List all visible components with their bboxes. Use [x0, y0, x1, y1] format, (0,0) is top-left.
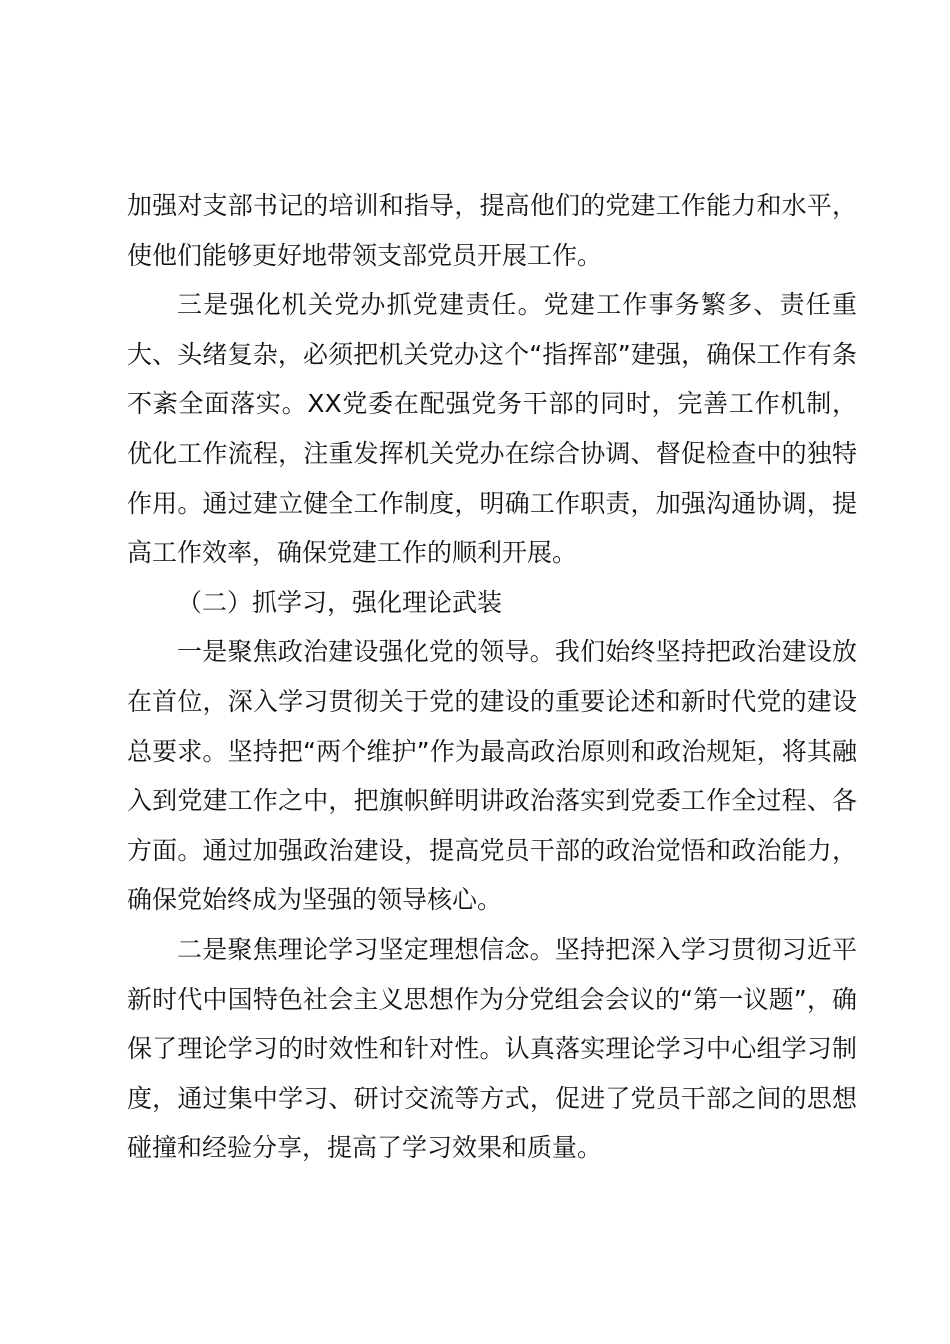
paragraph-theory-study: 二是聚焦理论学习坚定理想信念。坚持把深入学习贯彻习近平新时代中国特色社会主义思想作为分党组会会议的“第一议题”，确保了理论学习的时效性和针对性。认真落实理论学习中心组学习制度，通过集中学习、研讨交流等方式，促进了党员干部之间的思想碰撞和经验分享，提高了学习效果和质量。: [127, 934, 857, 1163]
document-body: [127, 181, 857, 1173]
paragraph-party-office-responsibility: 三是强化机关党办抓党建责任。党建工作事务繁多、责任重大、头绪复杂，必须把机关党办这个“指挥部”建强，确保工作有条不紊全面落实。XX党委在配强党务干部的同时，完善工作机制，优化工作流程，注重发挥机关党办在综合协调、督促检查中的独特作用。通过建立健全工作制度，明确工作职责，加强沟通协调，提高工作效率，确保党建工作的顺利开展。: [127, 290, 857, 568]
paragraph-continuation: 加强对支部书记的培训和指导，提高他们的党建工作能力和水平，使他们能够更好地带领支部党员开展工作。: [127, 191, 857, 270]
paragraph-political-construction: 一是聚焦政治建设强化党的领导。我们始终坚持把政治建设放在首位，深入学习贯彻关于党的建设的重要论述和新时代党的建设总要求。坚持把“两个维护”作为最高政治原则和政治规矩，将其融入到党建工作之中，把旗帜鲜明讲政治落实到党委工作全过程、各方面。通过加强政治建设，提高党员干部的政治觉悟和政治能力，确保党始终成为坚强的领导核心。: [127, 637, 857, 915]
section-heading-study: （二）抓学习，强化理论武装: [177, 587, 503, 617]
